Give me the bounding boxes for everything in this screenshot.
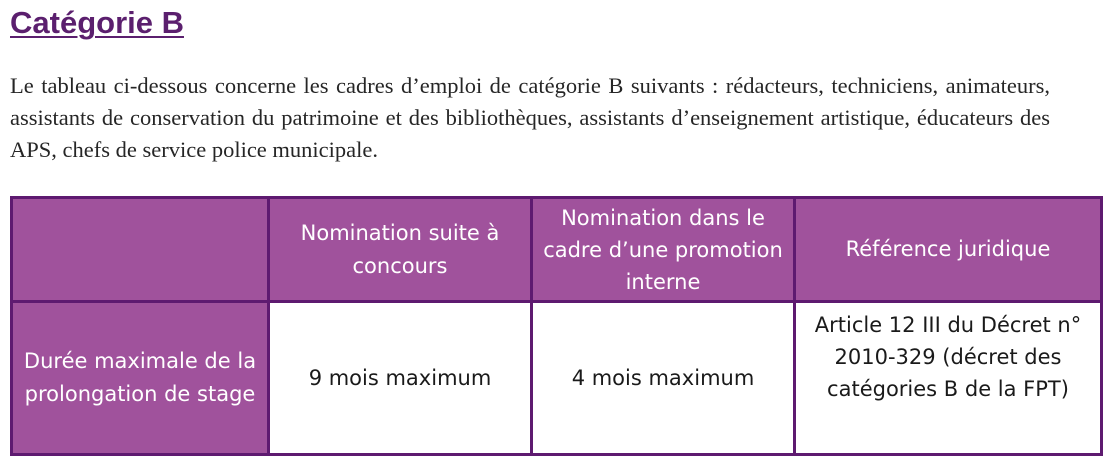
intro-paragraph: Le tableau ci-dessous concerne les cadres d’emploi de catégorie B suivants : rédacteurs, techniciens, animateurs, assistants de conservation du patrimoine et des bibliothèques, assistants d’enseignement artistique, éducateurs des APS, chefs de service police municipale. bbox=[10, 73, 1050, 162]
header-reference-juridique: Référence juridique bbox=[795, 198, 1102, 302]
table-row bbox=[12, 302, 1102, 455]
cell-concours-value: 9 mois maximum bbox=[269, 302, 532, 455]
row-label: Durée maximale de la prolongation de stage bbox=[12, 302, 269, 455]
header-concours: Nomination suite à concours bbox=[269, 198, 532, 302]
header-empty-cell bbox=[12, 198, 269, 302]
header-promotion-interne: Nomination dans le cadre d’une promotion interne bbox=[532, 198, 795, 302]
table-header-row bbox=[12, 198, 1102, 302]
stage-duration-table bbox=[10, 196, 1103, 456]
cell-reference-value: Article 12 III du Décret n° 2010-329 (décret des catégories B de la FPT) bbox=[795, 302, 1102, 455]
page-title: Catégorie B bbox=[10, 5, 184, 40]
cell-promotion-value: 4 mois maximum bbox=[532, 302, 795, 455]
